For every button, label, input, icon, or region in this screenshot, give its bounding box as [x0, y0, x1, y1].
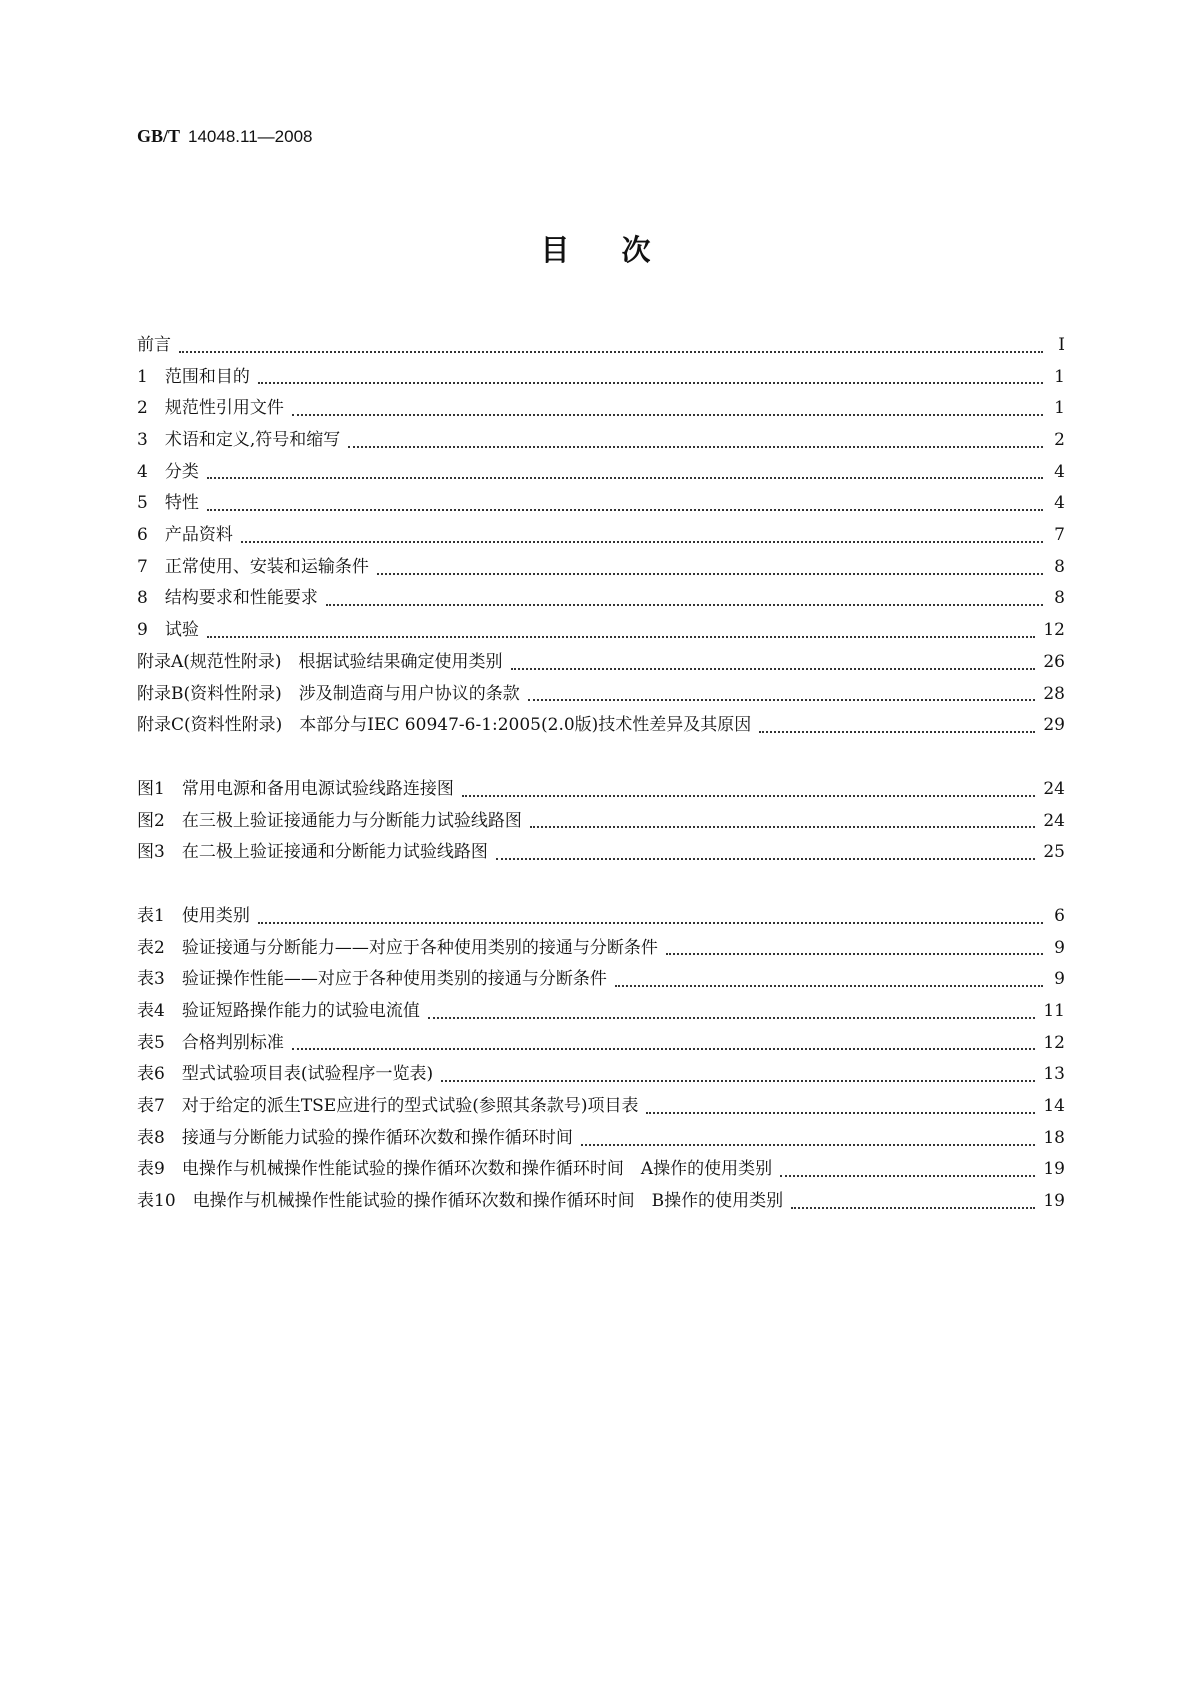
toc-entry[interactable]	[137, 933, 1065, 965]
toc-entry-page: 4	[1054, 493, 1065, 514]
toc-entry-page: 6	[1054, 905, 1065, 926]
toc-entry-page: Ⅰ	[1058, 334, 1065, 355]
toc-entry-label: 2 规范性引用文件	[137, 398, 284, 419]
dot-leader	[759, 731, 1035, 733]
toc-entry-page: 29	[1043, 715, 1065, 736]
dot-leader	[258, 922, 1043, 924]
dot-leader	[462, 795, 1036, 797]
toc-entry[interactable]	[137, 837, 1065, 869]
toc-entry-label: 表7 对于给定的派生TSE应进行的型式试验(参照其条款号)项目表	[137, 1096, 639, 1117]
toc-entry-label: 图1 常用电源和备用电源试验线路连接图	[137, 778, 454, 799]
toc-entry-page: 19	[1043, 1191, 1065, 1212]
table-of-contents	[137, 330, 1065, 1250]
toc-entry-page: 13	[1043, 1064, 1065, 1085]
toc-entry-page: 24	[1043, 778, 1065, 799]
toc-entry-page: 12	[1043, 620, 1065, 641]
dot-leader	[179, 351, 1043, 353]
toc-entry-label: 表10 电操作与机械操作性能试验的操作循环次数和操作循环时间 B操作的使用类别	[137, 1191, 784, 1212]
toc-entry-page: 11	[1043, 1001, 1065, 1022]
toc-entry-page: 9	[1054, 969, 1065, 990]
toc-entry-label: 表4 验证短路操作能力的试验电流值	[137, 1001, 420, 1022]
toc-entry-label: 表5 合格判别标准	[137, 1032, 284, 1053]
toc-entry-page: 2	[1054, 430, 1065, 451]
toc-entry[interactable]	[137, 710, 1065, 742]
toc-entry-label: 图3 在二极上验证接通和分断能力试验线路图	[137, 842, 488, 863]
dot-leader	[207, 509, 1043, 511]
toc-entry-page: 1	[1054, 398, 1065, 419]
dot-leader	[292, 1048, 1036, 1050]
toc-entry[interactable]	[137, 964, 1065, 996]
toc-entry-page: 18	[1043, 1127, 1065, 1148]
toc-entry-label: 表1 使用类别	[137, 905, 250, 926]
dot-leader	[428, 1017, 1036, 1019]
dot-leader	[496, 858, 1036, 860]
toc-entry[interactable]	[137, 520, 1065, 552]
toc-entry[interactable]	[137, 1091, 1065, 1123]
toc-entry[interactable]	[137, 1059, 1065, 1091]
toc-entry[interactable]	[137, 488, 1065, 520]
toc-entry-label: 表8 接通与分断能力试验的操作循环次数和操作循环时间	[137, 1127, 573, 1148]
dot-leader	[615, 985, 1043, 987]
toc-entry[interactable]	[137, 457, 1065, 489]
toc-entry-label: 附录C(资料性附录) 本部分与IEC 60947-6-1:2005(2.0版)技术性差异及其原因	[137, 715, 752, 736]
standard-prefix: GB/T	[137, 126, 181, 146]
toc-entry-page: 14	[1043, 1096, 1065, 1117]
dot-leader	[326, 604, 1043, 606]
toc-entry[interactable]	[137, 1028, 1065, 1060]
toc-entry-page: 26	[1043, 651, 1065, 672]
dot-leader	[528, 699, 1036, 701]
toc-entry[interactable]	[137, 774, 1065, 806]
toc-entry-page: 8	[1054, 556, 1065, 577]
standard-number: 14048.11—2008	[188, 127, 313, 146]
dot-leader	[207, 477, 1043, 479]
toc-entry-label: 1 范围和目的	[137, 366, 250, 387]
toc-entry-label: 前言	[137, 334, 171, 355]
toc-entry[interactable]	[137, 1155, 1065, 1187]
toc-entry[interactable]	[137, 425, 1065, 457]
toc-entry-label: 图2 在三极上验证接通能力与分断能力试验线路图	[137, 810, 522, 831]
toc-entry[interactable]	[137, 393, 1065, 425]
toc-entry-label: 附录B(资料性附录) 涉及制造商与用户协议的条款	[137, 683, 520, 704]
toc-entry-label: 表3 验证操作性能——对应于各种使用类别的接通与分断条件	[137, 969, 607, 990]
dot-leader	[530, 826, 1036, 828]
toc-entry[interactable]	[137, 362, 1065, 394]
toc-entry-page: 19	[1043, 1159, 1065, 1180]
toc-entry-label: 9 试验	[137, 620, 199, 641]
dot-leader	[666, 953, 1043, 955]
toc-entry[interactable]	[137, 615, 1065, 647]
toc-group-figures	[137, 774, 1065, 869]
toc-entry-label: 表9 电操作与机械操作性能试验的操作循环次数和操作循环时间 A操作的使用类别	[137, 1159, 773, 1180]
dot-leader	[441, 1080, 1035, 1082]
toc-entry-label: 3 术语和定义,符号和缩写	[137, 430, 341, 451]
toc-entry-page: 8	[1054, 588, 1065, 609]
toc-entry-label: 表2 验证接通与分断能力——对应于各种使用类别的接通与分断条件	[137, 937, 658, 958]
toc-entry[interactable]	[137, 1186, 1065, 1218]
toc-entry[interactable]	[137, 901, 1065, 933]
toc-entry[interactable]	[137, 996, 1065, 1028]
dot-leader	[207, 636, 1036, 638]
toc-entry-page: 4	[1054, 461, 1065, 482]
toc-entry-page: 28	[1043, 683, 1065, 704]
toc-entry-label: 7 正常使用、安装和运输条件	[137, 556, 369, 577]
toc-group-sections	[137, 330, 1065, 742]
toc-entry[interactable]	[137, 584, 1065, 616]
toc-entry-page: 9	[1054, 937, 1065, 958]
toc-entry[interactable]	[137, 552, 1065, 584]
dot-leader	[258, 382, 1043, 384]
dot-leader	[791, 1207, 1035, 1209]
dot-leader	[377, 573, 1043, 575]
dot-leader	[646, 1112, 1035, 1114]
toc-entry[interactable]	[137, 330, 1065, 362]
toc-entry-page: 25	[1043, 842, 1065, 863]
toc-entry-page: 12	[1043, 1032, 1065, 1053]
dot-leader	[241, 541, 1043, 543]
toc-entry[interactable]	[137, 806, 1065, 838]
dot-leader	[581, 1144, 1036, 1146]
toc-entry-label: 6 产品资料	[137, 525, 233, 546]
page-title: 目次	[540, 233, 703, 267]
toc-entry-page: 7	[1054, 525, 1065, 546]
dot-leader	[348, 446, 1043, 448]
toc-entry-page: 1	[1054, 366, 1065, 387]
toc-entry[interactable]	[137, 679, 1065, 711]
toc-group-tables	[137, 901, 1065, 1218]
toc-entry-label: 5 特性	[137, 493, 199, 514]
toc-entry[interactable]	[137, 1123, 1065, 1155]
dot-leader	[780, 1175, 1035, 1177]
toc-entry-label: 8 结构要求和性能要求	[137, 588, 318, 609]
standard-header	[137, 126, 312, 147]
toc-entry-label: 4 分类	[137, 461, 199, 482]
dot-leader	[292, 414, 1043, 416]
dot-leader	[511, 668, 1036, 670]
toc-entry-label: 附录A(规范性附录) 根据试验结果确定使用类别	[137, 651, 503, 672]
toc-entry-label: 表6 型式试验项目表(试验程序一览表)	[137, 1064, 434, 1085]
toc-entry[interactable]	[137, 647, 1065, 679]
toc-entry-page: 24	[1043, 810, 1065, 831]
